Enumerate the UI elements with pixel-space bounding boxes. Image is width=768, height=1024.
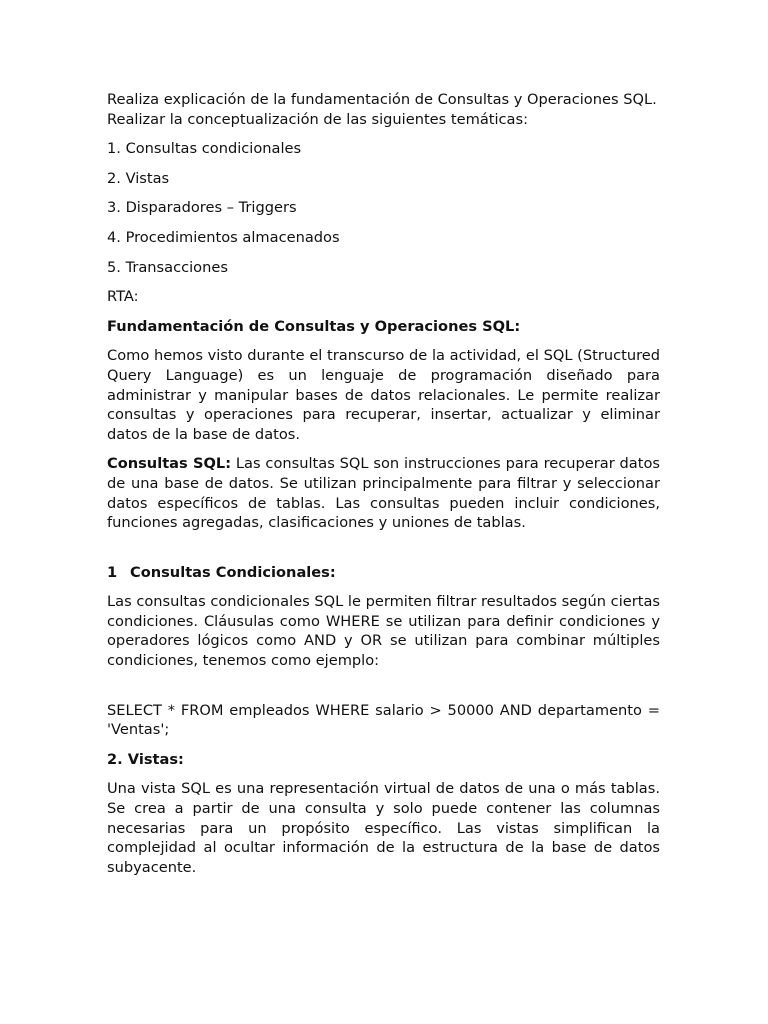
consultas-sql-label: Consultas SQL: (107, 455, 232, 473)
list-item-procedimientos: 4. Procedimientos almacenados (107, 228, 340, 246)
consultas-sql-paragraph (107, 454, 660, 532)
document-page (107, 90, 660, 887)
section1-title: Consultas Condicionales: (130, 563, 336, 581)
section2-paragraph: Una vista SQL es una representación virtual de datos de una o más tablas. Se crea a partir de una consulta y solo puede contener las columnas necesarias para un propósito específico. Las vistas simplifican la complejidad al ocultar información de la estructura de la base de datos subyacente. (107, 780, 660, 876)
consultas-sql-text: Las consultas SQL son instrucciones para recuperar datos de una base de datos. Se utilizan principalmente para filtrar y seleccionar datos específicos de tablas. Las consultas pueden incluir condiciones, funciones agregadas, clasificaciones y uniones de tablas. (107, 455, 660, 532)
section1-paragraph: Las consultas condicionales SQL le permiten filtrar resultados según ciertas condiciones. Cláusulas como WHERE se utilizan para definir condiciones y operadores lógicos como AND y OR se utilizan para combinar múltiples condiciones, tenemos como ejemplo: (107, 593, 660, 670)
section1-heading (107, 563, 660, 583)
section2-heading: 2. Vistas: (107, 750, 184, 768)
sql-example: SELECT * FROM empleados WHERE salario > 50000 AND departamento = 'Ventas'; (107, 701, 660, 739)
list-item-consultas-condicionales: 1. Consultas condicionales (107, 140, 302, 158)
list-item-transacciones: 5. Transacciones (107, 258, 228, 276)
section1-number: 1 (107, 563, 118, 581)
intro-paragraph: Realiza explicación de la fundamentación de Consultas y Operaciones SQL. Realizar la conceptualización de las siguientes temáticas: (107, 91, 657, 128)
rta-label: RTA: (107, 288, 139, 306)
fundamentos-heading: Fundamentación de Consultas y Operaciones SQL: (107, 317, 521, 335)
fundamentos-paragraph: Como hemos visto durante el transcurso de la actividad, el SQL (Structured Query Language) es un lenguaje de programación diseñado para administrar y manipular bases de datos relacionales. Le permite realizar consultas y operaciones para recuperar, insertar, actualizar y eliminar datos de la base de datos. (107, 347, 660, 443)
list-item-vistas: 2. Vistas (107, 169, 170, 187)
list-item-disparadores: 3. Disparadores – Triggers (107, 199, 297, 217)
